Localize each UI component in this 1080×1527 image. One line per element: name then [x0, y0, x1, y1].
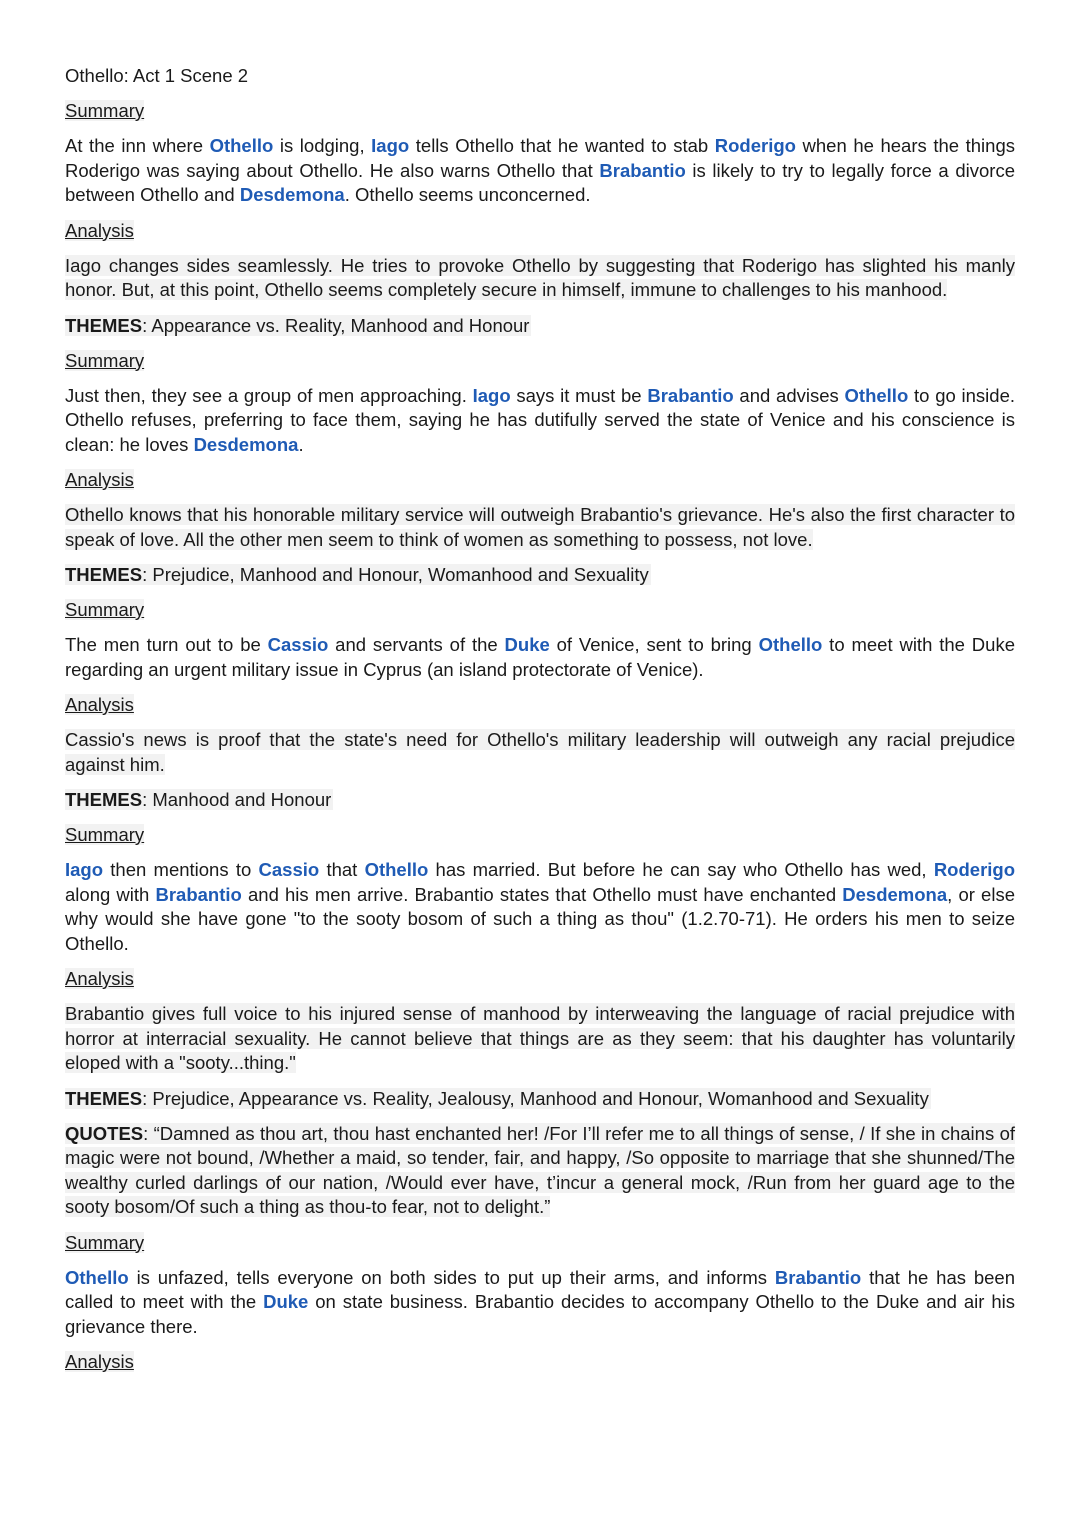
analysis-heading-text: Analysis: [65, 469, 134, 490]
character-name: Brabantio: [599, 159, 686, 181]
analysis-heading: [65, 468, 1015, 492]
character-name: Roderigo: [933, 859, 1016, 880]
summary-heading-text: Summary: [65, 349, 145, 371]
themes-line: [65, 563, 1015, 587]
summary-text: and his men arrive. Brabantio states that Othello must have enchanted: [241, 883, 843, 905]
analysis-heading: [65, 693, 1015, 717]
summary-text: has married. But before he can say who Othello has wed,: [428, 859, 934, 880]
summary-text: to meet with the Duke regarding an urgent military issue in Cyprus (an island protectorate of Venice).: [65, 634, 1015, 680]
summary-text: , or else why would she have gone "to the sooty bosom of such a thing as thou" (1.2.70-71). He orders his men to seize Othello.: [65, 883, 1015, 954]
analysis-heading-text: Analysis: [65, 219, 134, 241]
analysis-paragraph: [65, 503, 1015, 552]
themes-line: [65, 788, 1015, 812]
summary-text: At the inn where: [65, 135, 210, 156]
themes-list: : Appearance vs. Reality, Manhood and Honour: [142, 314, 530, 336]
themes-label: THEMES: [65, 789, 143, 810]
document-title: Othello: Act 1 Scene 2: [65, 65, 249, 86]
character-name: Roderigo: [714, 135, 796, 156]
summary-text: . Othello seems unconcerned.: [344, 184, 591, 205]
summary-paragraph: [65, 134, 1015, 208]
themes-line: [65, 1087, 1015, 1111]
summary-heading: [65, 598, 1015, 622]
character-name: Desdemona: [239, 184, 345, 205]
summary-heading: [65, 99, 1015, 123]
analysis-text: Cassio's news is proof that the state's need for Othello's military leadership will outweigh any racial prejudice against him.: [65, 729, 1015, 775]
summary-paragraph: [65, 858, 1015, 956]
character-name: Othello: [844, 384, 909, 406]
themes-list: : Prejudice, Appearance vs. Reality, Jealousy, Manhood and Honour, Womanhood and Sexuality: [142, 1087, 929, 1109]
themes-highlight: [65, 564, 651, 585]
summary-paragraph: [65, 633, 1015, 682]
summary-text: is lodging,: [273, 135, 372, 156]
analysis-heading-text: Analysis: [65, 694, 134, 715]
summary-text: then mentions to: [103, 859, 259, 880]
document-body: [65, 99, 1015, 1374]
character-name: Brabantio: [155, 883, 242, 905]
character-name: Desdemona: [842, 883, 948, 905]
themes-list: : Manhood and Honour: [142, 789, 332, 810]
summary-paragraph: [65, 1266, 1015, 1340]
character-name: Iago: [472, 384, 511, 406]
character-name: Othello: [209, 135, 274, 156]
analysis-text: Iago changes sides seamlessly. He tries to provoke Othello by suggesting that Roderigo has slighted his manly honor. But, at this point, Othello seems completely secure in himself, immune to challenges to his manhood.: [65, 254, 1015, 300]
analysis-heading: [65, 1350, 1015, 1374]
quotes-paragraph: [65, 1122, 1015, 1220]
summary-text: and advises: [733, 384, 845, 406]
quotes-highlight: [65, 1123, 1015, 1218]
character-name: Duke: [263, 1291, 309, 1312]
summary-text: Just then, they see a group of men approaching.: [65, 384, 473, 406]
themes-list: : Prejudice, Manhood and Honour, Womanhood and Sexuality: [142, 564, 649, 585]
character-name: Duke: [504, 634, 550, 655]
character-name: Cassio: [267, 634, 329, 655]
analysis-heading-text: Analysis: [65, 968, 134, 989]
character-name: Desdemona: [193, 433, 299, 455]
character-name: Othello: [758, 634, 823, 655]
summary-text: to go inside. Othello refuses, preferring to face them, saying he has dutifully served the state of Venice and his conscience is clean: he loves: [65, 384, 1015, 455]
themes-highlight: [65, 1088, 931, 1109]
summary-text: that: [319, 859, 365, 880]
summary-text: of Venice, sent to bring: [549, 634, 759, 655]
themes-label: THEMES: [65, 564, 143, 585]
character-name: Othello: [364, 859, 429, 880]
summary-heading-text: Summary: [65, 1231, 145, 1253]
summary-heading-text: Summary: [65, 100, 145, 121]
summary-text: along with: [65, 883, 156, 905]
summary-text: is likely to try to legally force a divorce between Othello and: [65, 159, 1016, 205]
character-name: Othello: [65, 1266, 129, 1288]
analysis-paragraph: [65, 254, 1015, 303]
summary-text: tells Othello that he wanted to stab: [409, 135, 715, 156]
summary-text: that he has been called to meet with the: [65, 1266, 1016, 1312]
themes-highlight: [65, 789, 333, 810]
summary-text: on state business. Brabantio decides to accompany Othello to the Duke and air his grievance there.: [65, 1291, 1015, 1337]
summary-text: is unfazed, tells everyone on both sides to put up their arms, and informs: [128, 1266, 775, 1288]
character-name: Iago: [65, 859, 104, 880]
themes-label: THEMES: [65, 314, 143, 336]
summary-heading: [65, 823, 1015, 847]
themes-highlight: [65, 315, 531, 336]
summary-heading-text: Summary: [65, 824, 145, 845]
summary-text: .: [298, 433, 304, 455]
character-name: Cassio: [258, 859, 320, 880]
character-name: Iago: [371, 135, 410, 156]
analysis-text: Brabantio gives full voice to his injured sense of manhood by interweaving the language of racial prejudice with horror at interracial sexuality. He cannot believe that things are as they seem: that his daughter has voluntarily eloped with a "sooty...thing.": [65, 1003, 1015, 1073]
analysis-text: Othello knows that his honorable military service will outweigh Brabantio's grievance. He's also the first character to speak of love. All the other men seem to think of women as something to possess, not love.: [65, 504, 1015, 550]
analysis-heading: [65, 219, 1015, 243]
analysis-paragraph: [65, 1002, 1015, 1076]
summary-paragraph: [65, 384, 1015, 458]
themes-label: THEMES: [65, 1087, 143, 1109]
summary-text: and servants of the: [328, 634, 505, 655]
themes-line: [65, 314, 1015, 338]
character-name: Brabantio: [647, 384, 734, 406]
character-name: Brabantio: [774, 1266, 862, 1288]
summary-heading: [65, 1231, 1015, 1255]
summary-heading-text: Summary: [65, 599, 145, 620]
summary-text: The men turn out to be: [65, 634, 268, 655]
analysis-paragraph: [65, 728, 1015, 777]
summary-heading: [65, 349, 1015, 373]
analysis-heading-text: Analysis: [65, 1351, 134, 1372]
quotes-text: : “Damned as thou art, thou hast enchanted her! /For I’ll refer me to all things of sense, / If she in chains of magic were not bound, /Whether a maid, so tender, fair, and happy, /So opposite to marriage that she shunned/The wealthy curled darlings of our nation, /Would ever have, t’incur a general mock, /Run from her guard age to the sooty bosom/Of such a thing as thou-to fear, not to delight.”: [65, 1122, 1015, 1217]
quotes-label: QUOTES: [65, 1122, 144, 1144]
summary-text: says it must be: [510, 384, 648, 406]
summary-text: when he hears the things Roderigo was saying about Othello. He also warns Othello that: [65, 135, 1015, 181]
analysis-heading: [65, 967, 1015, 991]
